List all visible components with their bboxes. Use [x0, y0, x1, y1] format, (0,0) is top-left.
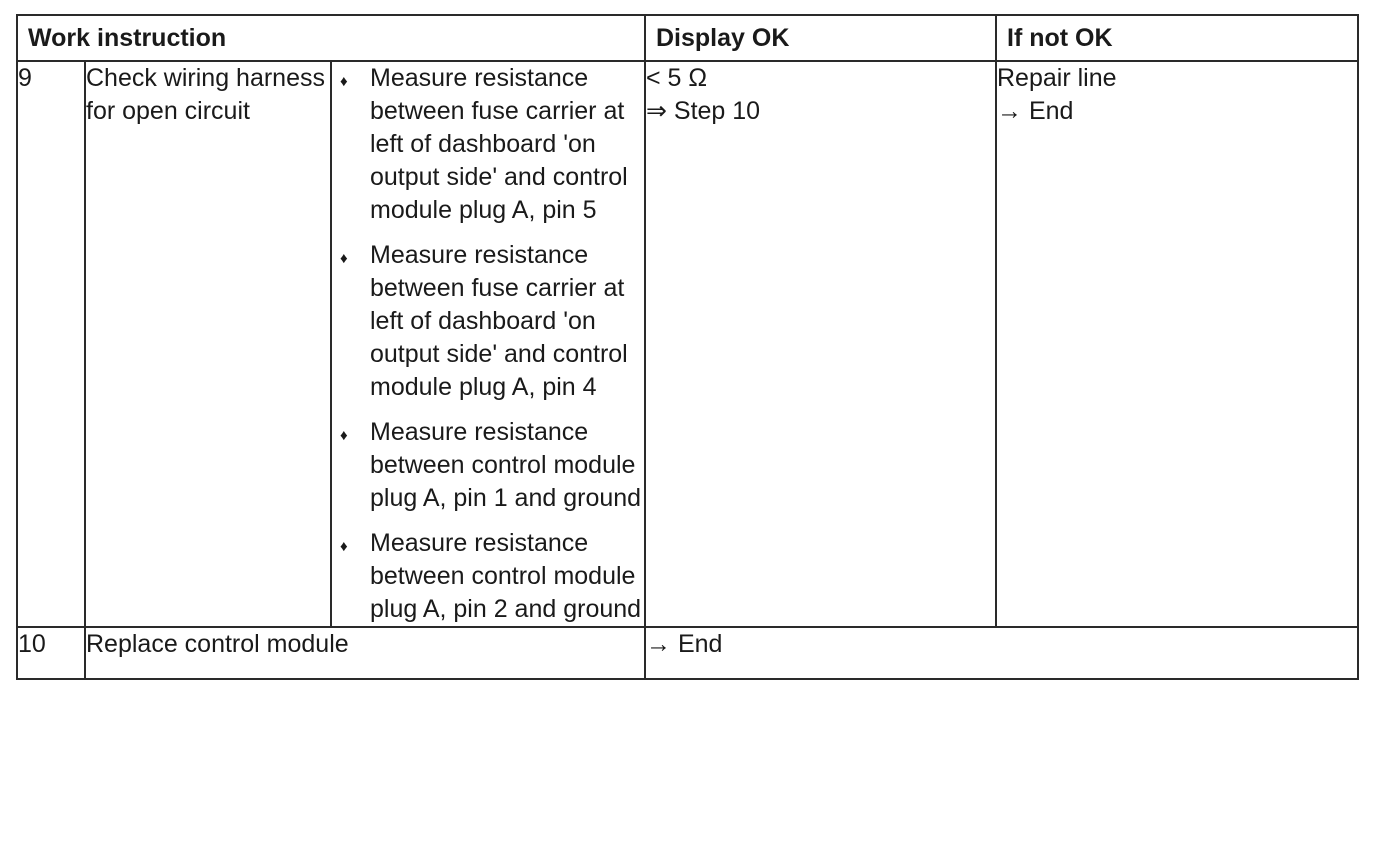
- end-reference: → End: [997, 97, 1074, 125]
- diamond-bullet-icon: ♦: [340, 250, 348, 267]
- list-item: [332, 62, 644, 227]
- if-not-ok-cell: [996, 61, 1358, 627]
- measurement-list: [332, 62, 644, 626]
- step-instruction-text: Replace control module: [85, 627, 645, 679]
- list-item: [332, 416, 644, 515]
- measurement-text: Measure resistance between fuse carrier at left of dashboard 'on output side' and control module plug A, pin 4: [370, 241, 628, 401]
- header-row: [17, 15, 1358, 61]
- step-number: 10: [17, 627, 85, 679]
- header-work-instruction: Work instruction: [17, 15, 645, 61]
- table-row-step-9: [17, 61, 1358, 627]
- display-ok-cell: [645, 61, 996, 627]
- measurement-text: Measure resistance between control module plug A, pin 1 and ground: [370, 418, 642, 512]
- table-row-step-10: [17, 627, 1358, 679]
- diamond-bullet-icon: ♦: [340, 73, 348, 90]
- resistance-threshold: < 5 Ω: [646, 64, 708, 92]
- next-step-reference: ⇒ Step 10: [646, 97, 761, 125]
- diamond-bullet-icon: ♦: [340, 427, 348, 444]
- measurement-list-cell: [331, 61, 645, 627]
- measurement-text: Measure resistance between control module plug A, pin 2 and ground: [370, 529, 642, 623]
- measurement-text: Measure resistance between fuse carrier at left of dashboard 'on output side' and control module plug A, pin 5: [370, 64, 628, 224]
- step-check-text: Check wiring harness for open circuit: [85, 61, 331, 627]
- list-item: [332, 527, 644, 626]
- header-display-ok: Display OK: [645, 15, 996, 61]
- step-number: 9: [17, 61, 85, 627]
- work-instruction-table: [16, 14, 1359, 680]
- header-if-not-ok: If not OK: [996, 15, 1358, 61]
- diamond-bullet-icon: ♦: [340, 538, 348, 555]
- list-item: [332, 239, 644, 404]
- repair-action: Repair line: [997, 64, 1117, 92]
- display-ok-cell: → End: [645, 627, 1358, 679]
